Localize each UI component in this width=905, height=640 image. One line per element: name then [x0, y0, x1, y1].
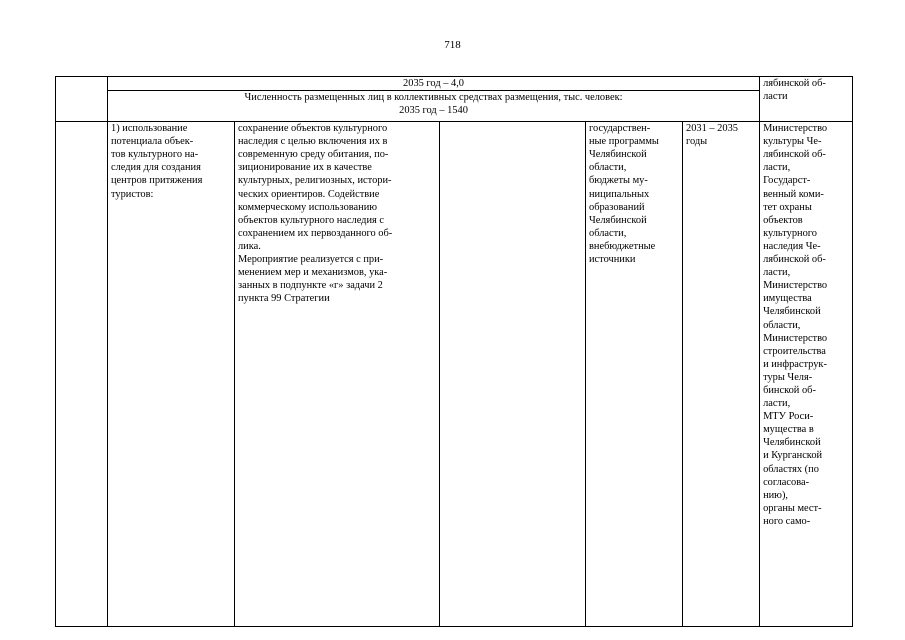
- indicator-title: Численность размещенных лиц в коллективных средствах размещения, тыс. человек:: [244, 92, 623, 104]
- indicator-target: 2035 год – 1540: [399, 105, 468, 117]
- description-cell: [235, 122, 440, 627]
- result-cell: [440, 122, 586, 627]
- period-cell: [683, 122, 760, 627]
- executor-tail-text: лябинской об- ласти: [763, 78, 826, 103]
- measure-cell: [108, 122, 235, 627]
- funding-text: государствен- ные программы Челябинской области, бюджеты му- ниципальных образований Челябинской области, внебюджетные источники: [589, 123, 659, 266]
- indicator-cell: [108, 91, 760, 122]
- table-row: [56, 91, 853, 122]
- measure-text: 1) использование потенциала объек- тов культурного на- следия для создания центров притяжения туристов:: [111, 123, 203, 200]
- executor-tail-cell: [760, 77, 853, 122]
- executors-cell: [760, 122, 853, 627]
- period-text: 2031 – 2035 годы: [686, 123, 738, 148]
- page-number: 718: [444, 39, 461, 51]
- target-2035-text: 2035 год – 4,0: [403, 78, 464, 89]
- table-row: [56, 122, 853, 627]
- table-row: [56, 77, 853, 91]
- plan-table: [55, 76, 853, 627]
- empty-number-cell: [56, 77, 108, 122]
- funding-cell: [586, 122, 683, 627]
- row-number-cell: [56, 122, 108, 627]
- target-2035-cell: [108, 77, 760, 91]
- executors-text: Министерство культуры Че- лябинской об- ласти, Государст- венный коми- тет охраны объектов культурного наследия Че- лябинской об- ласти, Министерство имущества Челябинской области, Министерство строительства и инфраструк- туры Челя- бинской об- ласти, МТУ Роси- мущества в Челябинской и Курганской областях (по согласова- нию), органы мест- ного само-: [763, 123, 828, 527]
- description-text: сохранение объектов культурного наследия с целью включения их в современную среду обитания, по- зиционирование их в качестве культурных, религиозных, истори- ческих ориентиров. Содействие коммерческому использованию объектов культурного наследия с сохранением их первозданного об- лика. Мероприятие реализуется с при- менением мер и механизмов, ука- занных в подпункте «г» задачи 2 пункта 99 Стратегии: [238, 123, 393, 305]
